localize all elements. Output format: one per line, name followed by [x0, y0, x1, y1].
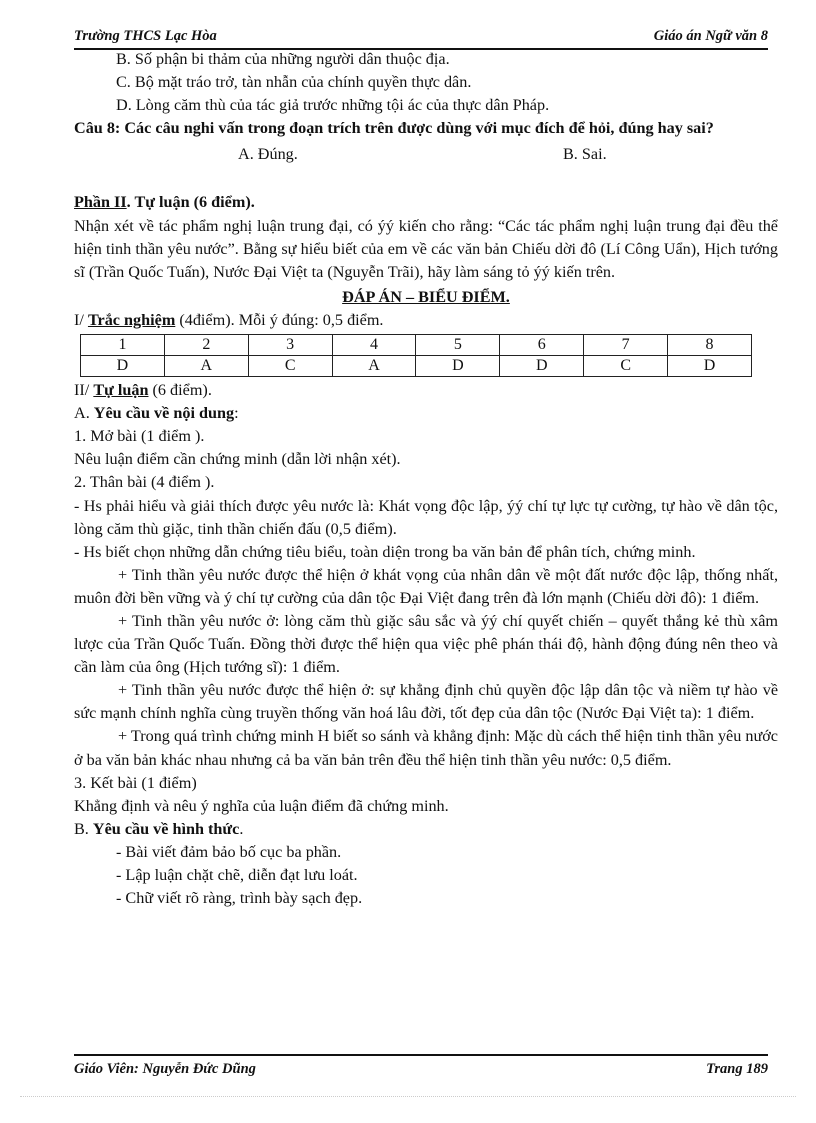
- table-cell: C: [248, 356, 332, 377]
- content-requirement-heading: [74, 402, 778, 425]
- answer-table-answers: [81, 356, 752, 377]
- table-cell: 5: [416, 335, 500, 356]
- page-number: Trang 189: [706, 1061, 768, 1077]
- form-point: - Bài viết đảm bảo bố cục ba phần.: [116, 842, 342, 861]
- intro-text: Nêu luận điểm cần chứng minh (dẫn lời nhận xét).: [74, 450, 401, 469]
- body-subpoint: + Tinh thần yêu nước được thể hiện ở khát vọng của nhân dân về một đất nước độc lập, thống nhất, muôn đời bền vững và ý chí tự cường của dân tộc Đại Việt đang trên đà lớn mạnh (Chiếu dời đô): 1 điểm.: [74, 565, 778, 607]
- mc-label: Trắc nghiệm: [87, 310, 176, 329]
- page-header: [74, 28, 768, 50]
- essay-prefix: II/: [74, 381, 94, 400]
- table-cell: D: [81, 356, 165, 377]
- mc-prefix: I/: [74, 310, 88, 329]
- q8-option-a: A. Đúng.: [238, 145, 298, 164]
- part2-heading: [74, 191, 778, 214]
- content-req-label: Yêu cầu về nội dung: [93, 404, 235, 423]
- question-8-options: [74, 143, 778, 166]
- table-cell: 4: [332, 335, 416, 356]
- essay-heading: [74, 379, 778, 402]
- content-req-prefix: A.: [74, 404, 94, 423]
- body-subpoint: + Trong quá trình chứng minh H biết so sánh và khẳng định: Mặc dù cách thể hiện tinh thần yêu nước ở ba văn bản khác nhau nhưng cả ba văn bản trên đều thể hiện tinh thần yêu nước: 0,5 điểm.: [74, 727, 778, 769]
- body-subpoint: + Tinh thần yêu nước ở: lòng căm thù giặc sâu sắc và ýý chí quyết chiến – quyết thắng kẻ thù xâm lược của Trần Quốc Tuấn. Đồng thời được thể hiện qua việc phê phán thái độ, hành động đúng nên theo và cần làm của ông (Hịch tướng sĩ): 1 điểm.: [74, 611, 778, 677]
- body-title: 2. Thân bài (4 điểm ).: [74, 473, 215, 492]
- conclusion-text: Khẳng định và nêu ý nghĩa của luận điểm đã chứng minh.: [74, 796, 449, 815]
- table-cell: D: [500, 356, 584, 377]
- intro-title: 1. Mở bài (1 điểm ).: [74, 427, 205, 446]
- table-cell: A: [332, 356, 416, 377]
- subject-title: Giáo án Ngữ văn 8: [653, 28, 768, 44]
- table-cell: D: [668, 356, 752, 377]
- table-cell: A: [164, 356, 248, 377]
- table-cell: C: [584, 356, 668, 377]
- table-cell: 3: [248, 335, 332, 356]
- answer-table: [80, 334, 752, 377]
- page-bottom-divider: [20, 1096, 796, 1097]
- conclusion-title: 3. Kết bài (1 điểm): [74, 773, 197, 792]
- teacher-name: Giáo Viên: Nguyễn Đức Dũng: [74, 1061, 256, 1077]
- table-cell: 2: [164, 335, 248, 356]
- form-point: - Lập luận chặt chẽ, diễn đạt lưu loát.: [116, 866, 358, 884]
- answer-key-title: ĐÁP ÁN – BIỂU ĐIỂM.: [342, 287, 510, 306]
- page-footer: [74, 1054, 768, 1078]
- document-body: [74, 48, 778, 910]
- form-req-suffix: .: [239, 819, 244, 838]
- part2-prompt: Nhận xét về tác phẩm nghị luận trung đại, có ýý kiến cho rằng: “Các tác phẩm nghị luận trung đại đều thể hiện tinh thần yêu nước”. Bằng sự hiểu biết của em về các văn bản Chiếu dời đô (Lí Công Uẩn), Hịch tướng sĩ (Trần Quốc Tuấn), Nước Đại Việt ta (Nguyễn Trãi), hãy làm sáng tỏ ýý kiến trên.: [74, 216, 778, 281]
- part2-heading-label: Phần II: [74, 193, 127, 212]
- part2-heading-rest: . Tự luận (6 điểm).: [126, 193, 255, 212]
- table-cell: 7: [584, 335, 668, 356]
- school-name: Trường THCS Lạc Hòa: [74, 28, 217, 44]
- body-point: - Hs phải hiểu và giải thích được yêu nước là: Khát vọng độc lập, ýý chí tự lực tự cường, tự hào về dân tộc, lòng căm thù giặc, tinh thần chiến đấu (0,5 điểm).: [74, 496, 778, 538]
- answer-table-numbers: [81, 335, 752, 356]
- q8-option-b: B. Sai.: [563, 145, 607, 164]
- content-req-suffix: :: [234, 404, 239, 423]
- body-subpoint: + Tinh thần yêu nước được thể hiện ở: sự khẳng định chủ quyền độc lập dân tộc và niềm tự hào về sức mạnh chính nghĩa cùng truyền thống văn hoá lâu đời, tốt đẹp của dân tộc (Nước Đại Việt ta): 1 điểm.: [74, 681, 778, 723]
- essay-label: Tự luận: [93, 381, 149, 400]
- table-cell: D: [416, 356, 500, 377]
- form-requirement-heading: [74, 818, 778, 841]
- body-point: - Hs biết chọn những dẫn chứng tiêu biểu, toàn diện trong ba văn bản để phân tích, chứng minh.: [74, 542, 696, 561]
- form-req-prefix: B.: [74, 819, 93, 838]
- question-8: Câu 8: Các câu nghi vấn trong đoạn trích trên được dùng với mục đích để hỏi, đúng hay sai?: [74, 119, 714, 138]
- table-cell: 6: [500, 335, 584, 356]
- mc-heading: [74, 309, 778, 332]
- option-c: C. Bộ mặt tráo trở, tàn nhẫn của chính quyền thực dân.: [116, 73, 472, 92]
- option-b: B. Số phận bi thảm của những người dân thuộc địa.: [116, 50, 450, 68]
- table-cell: 8: [668, 335, 752, 356]
- form-point: - Chữ viết rõ ràng, trình bày sạch đẹp.: [116, 889, 363, 908]
- option-d: D. Lòng căm thù của tác giả trước những tội ác của thực dân Pháp.: [116, 96, 550, 115]
- table-cell: 1: [81, 335, 165, 356]
- mc-rest: (4điểm). Mỗi ý đúng: 0,5 điểm.: [175, 310, 384, 329]
- form-req-label: Yêu cầu về hình thức: [92, 819, 240, 838]
- essay-rest: (6 điểm).: [148, 381, 212, 400]
